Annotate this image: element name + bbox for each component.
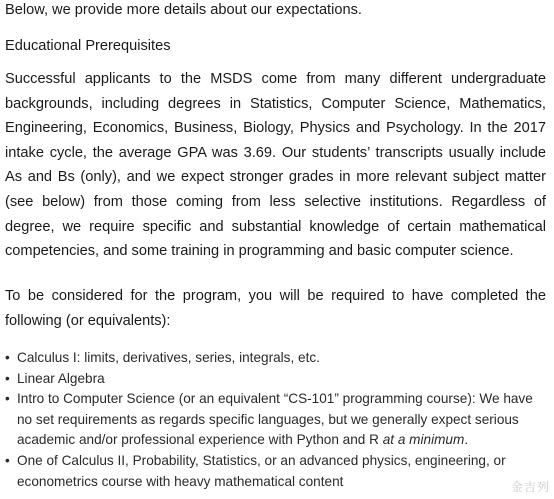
list-item-text: One of Calculus II, Probability, Statistics, or an advanced physics, engineering, or econometrics course with heavy mathematical content	[17, 452, 506, 489]
list-item-suffix: .	[464, 432, 469, 448]
bullet: •	[5, 452, 10, 468]
list-item	[5, 389, 546, 451]
list-item-text: Linear Algebra	[17, 370, 105, 386]
watermark-logo: 金吉列	[510, 480, 550, 494]
bullet: •	[5, 391, 10, 407]
bullet: •	[5, 370, 10, 386]
list-item-text: Intro to Computer Science (or an equivalent “CS-101” programming course): We have no set requirements as regards specific languages, but we generally expect serious academic and/or professional experience with Python and R	[17, 391, 533, 448]
requirements-intro-paragraph: To be considered for the program, you will be required to have completed the following (or equivalents):	[5, 288, 546, 329]
prerequisites-paragraph: Successful applicants to the MSDS come from many different undergraduate backgrounds, including degrees in Statistics, Computer Science, Mathematics, Engineering, Economics, Business, Biology, Physics and Psychology. In the 2017 intake cycle, the average GPA was 3.69. Our students’ transcripts usually include As and Bs (only), and we expect stronger grades in more relevant subject matter (see below) from those coming from less selective institutions. Regardless of degree, we require specific and substantial knowledge of certain mathematical competencies, and some training in programming and basic computer science.	[5, 71, 546, 260]
bullet: •	[5, 350, 10, 365]
list-item	[5, 348, 546, 369]
intro-text: Below, we provide more details about our expectations.	[5, 2, 362, 18]
list-item	[5, 369, 546, 390]
list-item	[5, 451, 546, 492]
list-item-text: Calculus I: limits, derivatives, series, integrals, etc.	[17, 350, 320, 365]
emphasis-text: at a minimum	[382, 432, 465, 448]
section-heading: Educational Prerequisites	[5, 38, 171, 54]
requirements-list	[5, 348, 546, 492]
